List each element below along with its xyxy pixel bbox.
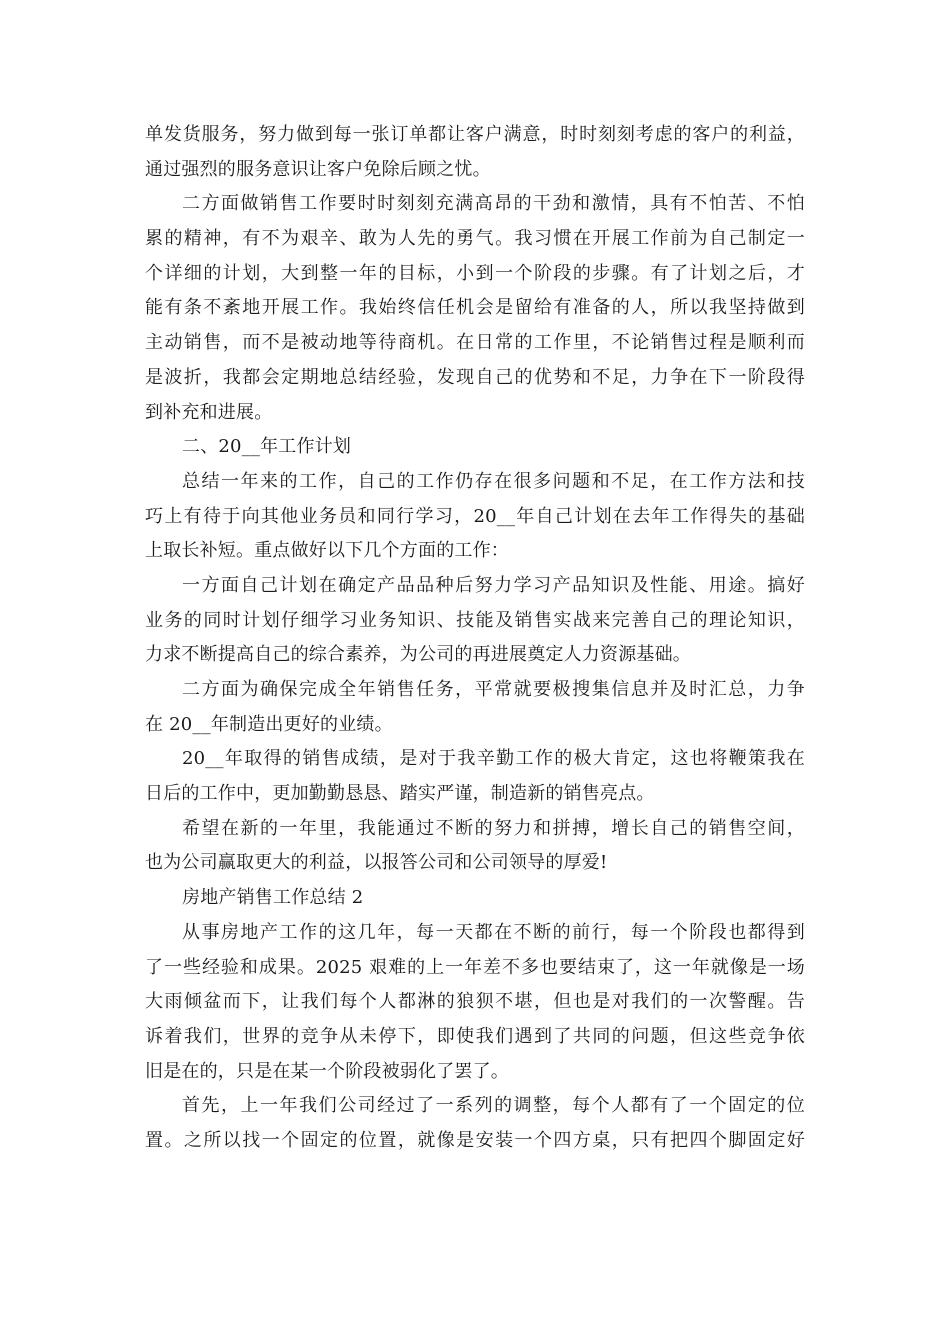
text-line: 置。之所以找一个固定的位置，就像是安装一个四方桌，只有把四个脚固定好 — [145, 1129, 805, 1151]
text-line: 总结一年来的工作，自己的工作仍存在很多问题和不足，在工作方法和技 — [182, 470, 805, 492]
text-line: 上取长补短。重点做好以下几个方面的工作： — [145, 540, 509, 562]
text-line: 巧上有待于向其他业务员和同行学习，20__年自己计划在去年工作得失的基础 — [145, 505, 805, 527]
text-line: 个详细的计划，大到整一年的目标，小到一个阶段的步骤。有了计划之后，才 — [145, 262, 805, 284]
document-body — [145, 118, 805, 1159]
text-line: 房地产销售工作总结 2 — [182, 887, 364, 909]
text-line: 二方面为确保完成全年销售任务，平常就要极搜集信息并及时汇总，力争 — [182, 679, 805, 700]
text-line: 能有条不紊地开展工作。我始终信任机会是留给有准备的人，所以我坚持做到 — [145, 297, 805, 319]
text-line: 了一些经验和成果。2025 艰难的上一年差不多也要结束了，这一年就像是一场 — [145, 956, 805, 978]
text-line: 是波折，我都会定期地总结经验，发现自己的优势和不足，力争在下一阶段得 — [145, 366, 805, 388]
text-line: 力求不断提高自己的综合素养，为公司的再进展奠定人力资源基础。 — [145, 644, 691, 666]
text-line: 业务的同时计划仔细学习业务知识、技能及销售实战来完善自己的理论知识， — [145, 609, 805, 631]
text-line: 单发货服务，努力做到每一张订单都让客户满意，时时刻刻考虑的客户的利益， — [145, 124, 805, 145]
text-line: 也为公司赢取更大的利益，以报答公司和公司领导的厚爱! — [145, 852, 608, 874]
text-line: 一方面自己计划在确定产品品种后努力学习产品知识及性能、用途。搞好 — [182, 574, 805, 596]
text-line: 诉着我们，世界的竞争从未停下，即使我们遇到了共同的问题，但这些竞争依 — [145, 1025, 805, 1047]
text-line: 主动销售，而不是被动地等待商机。在日常的工作里，不论销售过程是顺利而 — [145, 332, 805, 354]
text-line: 首先，上一年我们公司经过了一系列的调整，每个人都有了一个固定的位 — [182, 1095, 805, 1117]
text-line: 希望在新的一年里，我能通过不断的努力和拼搏，增长自己的销售空间， — [182, 817, 805, 839]
text-line: 日后的工作中，更加勤勤恳恳、踏实严谨，制造新的销售亮点。 — [145, 783, 655, 805]
text-line: 二、20__年工作计划 — [182, 436, 352, 458]
text-line: 通过强烈的服务意识让客户免除后顾之忧。 — [145, 158, 491, 180]
text-line: 从事房地产工作的这几年，每一天都在不断的前行，每一个阶段也都得到 — [182, 921, 805, 943]
text-line: 旧是在的，只是在某一个阶段被弱化了罢了。 — [145, 1060, 509, 1082]
text-line: 大雨倾盆而下，让我们每个人都淋的狼狈不堪，但也是对我们的一次警醒。告 — [145, 991, 805, 1013]
text-line: 到补充和进展。 — [145, 401, 273, 423]
text-line: 在 20__年制造出更好的业绩。 — [145, 713, 393, 735]
text-line: 二方面做销售工作要时时刻刻充满高昂的干劲和激情，具有不怕苦、不怕 — [182, 193, 805, 215]
text-line: 累的精神，有不为艰辛、敢为人先的勇气。我习惯在开展工作前为自己制定一 — [145, 228, 805, 250]
text-line: 20__年取得的销售成绩，是对于我辛勤工作的极大肯定，这也将鞭策我在 — [182, 748, 805, 770]
